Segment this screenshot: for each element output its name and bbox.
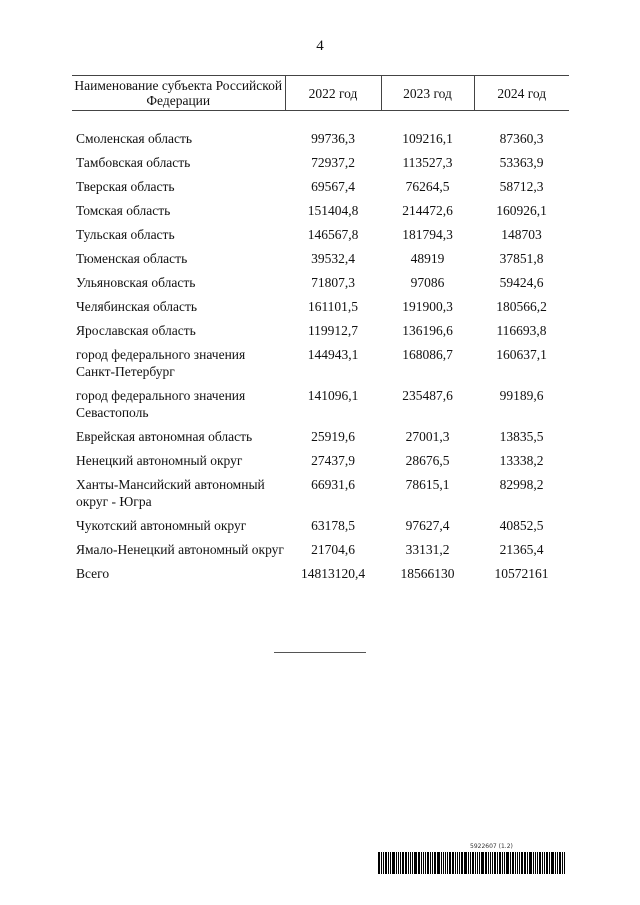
value-2024: 180566,2 [496,299,547,314]
value-2022: 72937,2 [311,155,355,170]
barcode-bar [504,852,505,874]
barcode-bar [464,852,467,874]
table-row [72,202,569,226]
barcode-bar [437,852,440,874]
value-2024: 21365,4 [499,542,544,557]
table-row [72,322,569,346]
barcode-bar [470,852,471,874]
barcode-bar [459,852,460,874]
barcode-bar [488,852,489,874]
barcode-bar [400,852,401,874]
value-2022: 66931,6 [311,477,355,492]
barcode-bar [445,852,446,874]
barcode-bar [447,852,448,874]
row-name: Ульяновская область [76,275,196,290]
value-2023: 214472,6 [402,203,453,218]
value-2022: 71807,3 [311,275,355,290]
barcode-bar [559,852,561,874]
barcode-bar [449,852,451,874]
barcode-bar [452,852,454,874]
value-2024: 148703 [501,227,542,242]
value-2022: 63178,5 [311,518,355,533]
value-2022: 144943,1 [307,347,359,362]
row-name: Тульская область [76,227,175,242]
header-2022: 2022 год [285,76,381,111]
row-name: Челябинская область [76,299,198,314]
value-2024: 116693,8 [496,323,547,338]
barcode-bar [408,852,409,874]
barcode-icon [378,852,568,874]
total-label: Всего [76,566,110,581]
value-2024: 160637,1 [496,347,547,362]
table-row [72,274,569,298]
barcode-bar [378,852,380,874]
barcode-bar [410,852,411,874]
value-2023: 136196,6 [402,323,453,338]
value-2023: 78615,1 [405,477,450,492]
barcode-bar [396,852,397,874]
barcode-bar [481,852,484,874]
barcode-bar [551,852,554,874]
table-row [72,154,569,178]
barcode-bar [537,852,538,874]
row-name: Еврейская автономная область [76,429,253,444]
barcode-bar [499,852,501,874]
value-2024: 59424,6 [499,275,544,290]
barcode-bar [392,852,395,874]
barcode-bar [414,852,417,874]
barcode-bar [502,852,503,874]
value-2023: 181794,3 [402,227,453,242]
barcode-bar [421,852,422,874]
row-name: Томская область [76,203,171,218]
value-2024: 40852,5 [499,518,544,533]
barcode-bar [515,852,516,874]
total-2024: 10572161 [494,566,549,581]
value-2023: 97086 [410,275,445,290]
value-2024: 53363,9 [499,155,544,170]
value-2022: 141096,1 [307,388,359,403]
page-number: 4 [316,38,324,54]
barcode-bar [519,852,520,874]
barcode-bar [441,852,442,874]
total-row [72,565,569,589]
value-2023: 27001,3 [405,429,450,444]
barcode-bar [517,852,518,874]
barcode-bar [485,852,487,874]
value-2022: 39532,4 [311,251,355,266]
barcode-bar [479,852,480,874]
value-2022: 25919,6 [311,429,355,444]
value-2022: 21704,6 [311,542,355,557]
row-name: Чукотский автономный округ [76,518,247,533]
barcode-bar [457,852,458,874]
value-2022: 151404,8 [307,203,359,218]
barcode-bar [512,852,514,874]
barcode-bar [497,852,498,874]
value-2022: 27437,9 [311,453,355,468]
value-2024: 87360,3 [499,131,544,146]
barcode-bar [557,852,558,874]
table-row [72,226,569,250]
barcode-bar [418,852,420,874]
barcode-bar [533,852,534,874]
barcode-bar [423,852,424,874]
barcode-bar [521,852,523,874]
barcode-bar [468,852,469,874]
value-2024: 160926,1 [496,203,547,218]
value-2024: 99189,6 [499,388,544,403]
value-2022: 69567,4 [311,179,355,194]
table-row [72,541,569,565]
row-name: Тюменская область [76,251,188,266]
budget-table [72,75,569,589]
value-2024: 58712,3 [499,179,544,194]
table-row [72,346,569,387]
barcode-bar [494,852,496,874]
value-2023: 97627,4 [405,518,450,533]
barcode-bar [490,852,491,874]
table-row [72,476,569,517]
table-row [72,250,569,274]
barcode-bar [475,852,476,874]
barcode-bar [539,852,541,874]
barcode-bar [405,852,407,874]
table-row [72,387,569,428]
barcode-bar [544,852,545,874]
barcode-bar [549,852,550,874]
row-name: Ярославская область [76,323,196,338]
row-name: город федерального значения Севастополь [76,388,246,420]
value-2024: 82998,2 [499,477,544,492]
value-2024: 13338,2 [499,453,544,468]
barcode-bar [430,852,431,874]
table-row [72,130,569,154]
barcode-bar [388,852,389,874]
barcode-bar [535,852,536,874]
barcode-bar [555,852,556,874]
barcode-bar [562,852,563,874]
value-2023: 33131,2 [405,542,450,557]
barcode-bar [461,852,463,874]
barcode-bar [443,852,444,874]
header-2024: 2024 год [474,76,569,111]
barcode-bar [383,852,384,874]
barcode-bar [398,852,399,874]
value-2023: 28676,5 [405,453,450,468]
total-2023: 18566130 [400,566,455,581]
value-2023: 76264,5 [405,179,450,194]
header-subject-name: Наименование субъекта Российской Федерации [72,76,285,111]
value-2023: 168086,7 [402,347,453,362]
barcode-bar [427,852,429,874]
end-divider [274,652,366,653]
barcode-bar [524,852,526,874]
table-header-row [72,76,569,111]
table-row [72,178,569,202]
barcode-bar [492,852,493,874]
barcode-bar [412,852,413,874]
table-row [72,452,569,476]
value-2023: 113527,3 [402,155,453,170]
value-2023: 235487,6 [402,388,453,403]
value-2022: 99736,3 [311,131,355,146]
barcode-bar [385,852,387,874]
total-2022: 14813120,4 [300,566,366,581]
barcode-bar [510,852,511,874]
header-2023: 2023 год [381,76,474,111]
table-row [72,517,569,541]
row-name: Тверская область [76,179,175,194]
value-2023: 191900,3 [402,299,453,314]
row-name: Смоленская область [76,131,193,146]
barcode-bar [381,852,382,874]
row-name: Ямало-Ненецкий автономный округ [76,542,284,557]
row-name: Тамбовская область [76,155,191,170]
value-2024: 37851,8 [499,251,544,266]
value-2022: 146567,8 [307,227,359,242]
barcode-bar [390,852,391,874]
barcode-bar [542,852,543,874]
barcode-bar [455,852,456,874]
value-2024: 13835,5 [499,429,544,444]
value-2022: 161101,5 [307,299,359,314]
barcode-bar [564,852,565,874]
barcode-bar [432,852,433,874]
barcode-bar [425,852,426,874]
barcode-bar [529,852,532,874]
value-2022: 119912,7 [307,323,359,338]
barcode-bar [402,852,404,874]
barcode-bar [472,852,474,874]
row-name: Ханты-Мансийский автономный округ - Югра [76,477,265,509]
barcode-bar [546,852,548,874]
barcode-bar [506,852,509,874]
barcode-bar [434,852,436,874]
value-2023: 48919 [410,251,445,266]
row-name: Ненецкий автономный округ [76,453,243,468]
barcode-bar [527,852,528,874]
value-2023: 109216,1 [402,131,453,146]
table-row [72,298,569,322]
table-row [72,428,569,452]
row-name: город федерального значения Санкт-Петербург [76,347,246,379]
table-spacer [72,111,569,131]
barcode-bar [477,852,478,874]
document-code: 5922607 (1.2) [470,843,513,850]
